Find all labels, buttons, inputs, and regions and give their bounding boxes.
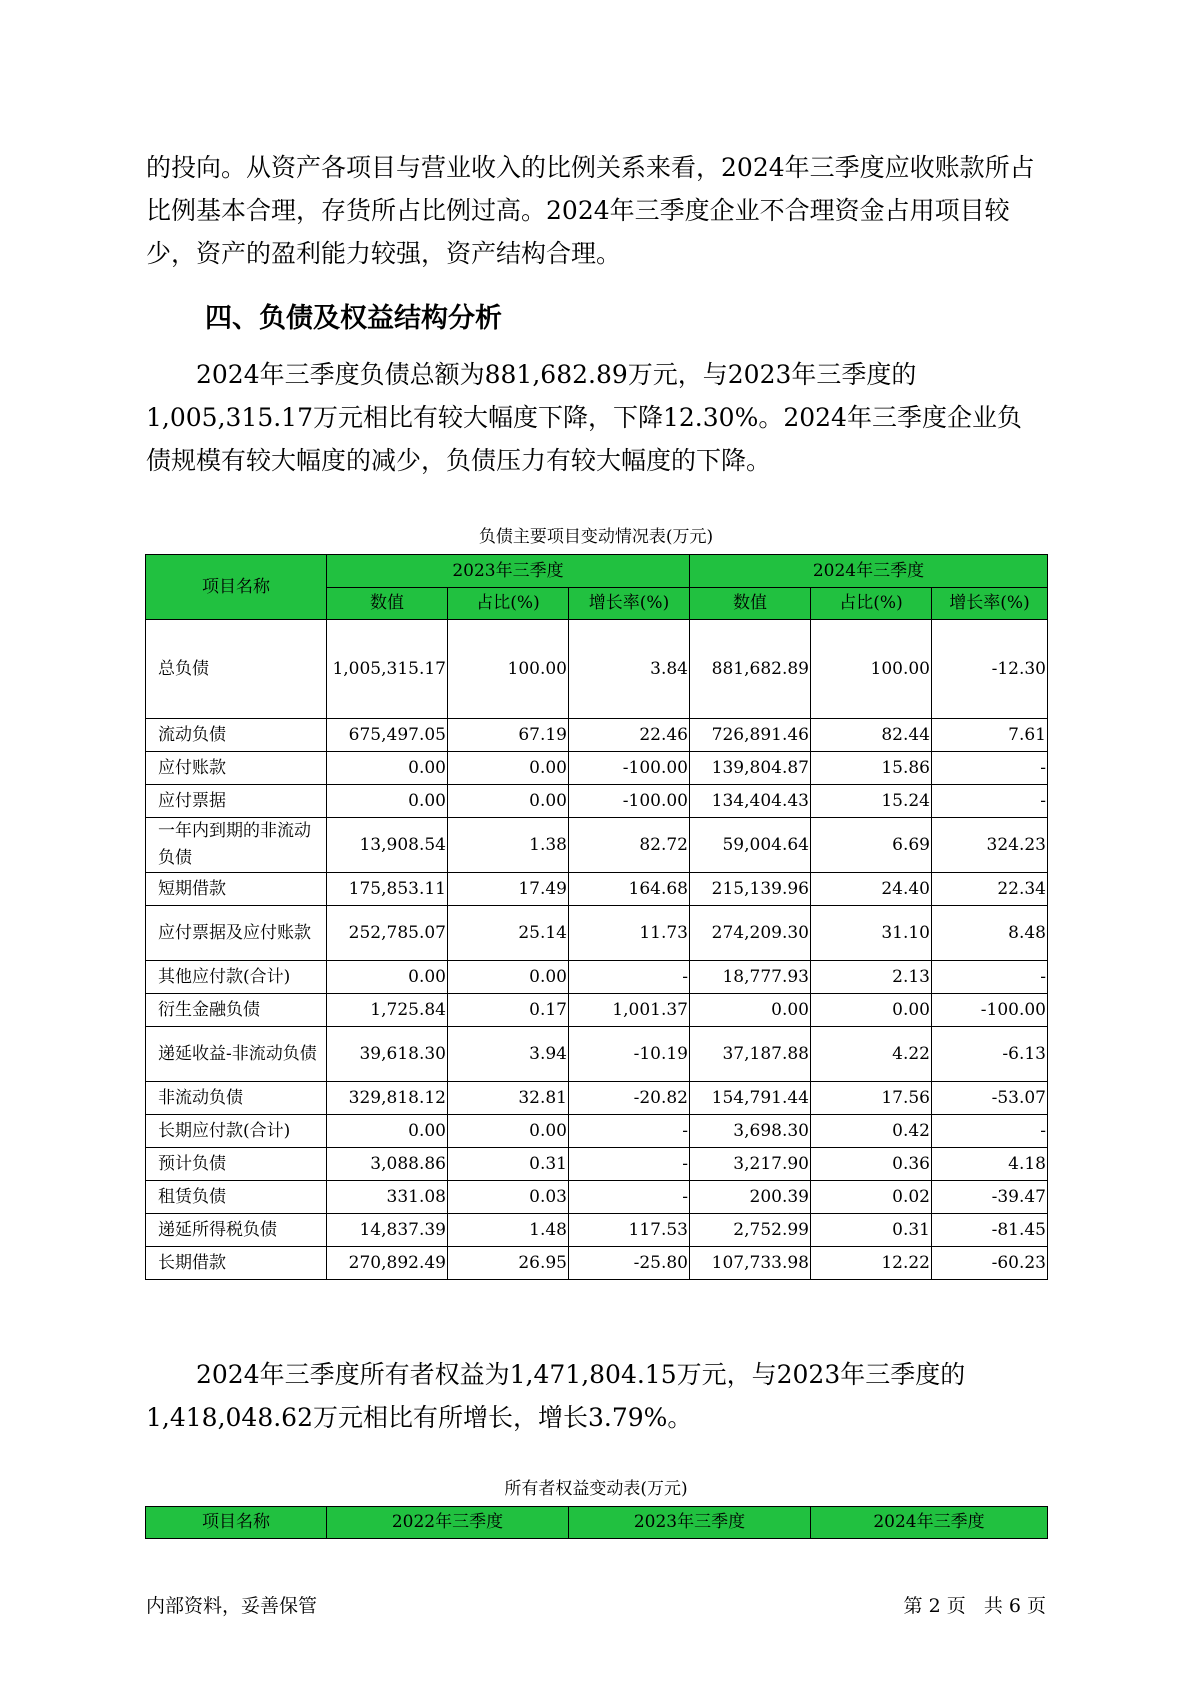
table-cell: - [932, 1115, 1048, 1148]
table-cell: 3,088.86 [327, 1148, 448, 1181]
table-row [146, 1181, 1048, 1214]
subheader-growth-2023: 增长率(%) [569, 588, 690, 620]
table-cell: 1,725.84 [327, 994, 448, 1027]
row-label: 其他应付款(合计) [146, 961, 327, 994]
table-cell: 100.00 [811, 620, 932, 719]
table-cell: 274,209.30 [690, 906, 811, 961]
table-cell: 4.18 [932, 1148, 1048, 1181]
subheader-growth-2024: 增长率(%) [932, 588, 1048, 620]
liability-summary-paragraph: 2024年三季度负债总额为881,682.89万元，与2023年三季度的1,005,315.17万元相比有较大幅度下降，下降12.30%。2024年三季度企业负债规模有较大幅度的减少，负债压力有较大幅度的下降。 [146, 360, 1022, 475]
table-cell: 252,785.07 [327, 906, 448, 961]
table-cell: 270,892.49 [327, 1247, 448, 1280]
table-cell: -12.30 [932, 620, 1048, 719]
equity-table [145, 1506, 1048, 1539]
table-cell: -100.00 [569, 785, 690, 818]
liability-table [145, 554, 1048, 1280]
table-cell: - [569, 961, 690, 994]
table-cell: 0.00 [327, 752, 448, 785]
table-cell: 37,187.88 [690, 1027, 811, 1082]
table-cell: 59,004.64 [690, 818, 811, 873]
table-cell: 134,404.43 [690, 785, 811, 818]
table-cell: 32.81 [448, 1082, 569, 1115]
intro-paragraph: 的投向。从资产各项目与营业收入的比例关系来看，2024年三季度应收账款所占比例基本合理，存货所占比例过高。2024年三季度企业不合理资金占用项目较少，资产的盈利能力较强，资产结构合理。 [146, 153, 1035, 268]
table-cell: 107,733.98 [690, 1247, 811, 1280]
table-cell: 0.00 [448, 961, 569, 994]
table-cell: 1,005,315.17 [327, 620, 448, 719]
table-cell: - [932, 785, 1048, 818]
table-row [146, 785, 1048, 818]
table-cell: 3.84 [569, 620, 690, 719]
table-cell: 1.38 [448, 818, 569, 873]
table-cell: 0.00 [327, 785, 448, 818]
table-row [146, 873, 1048, 906]
table-row [146, 1247, 1048, 1280]
row-label: 递延所得税负债 [146, 1214, 327, 1247]
table-cell: 0.00 [327, 961, 448, 994]
liability-table-caption: 负债主要项目变动情况表(万元) [478, 527, 714, 547]
row-label: 长期应付款(合计) [146, 1115, 327, 1148]
table-cell: 0.00 [811, 994, 932, 1027]
table-cell: 24.40 [811, 873, 932, 906]
table-cell: 17.56 [811, 1082, 932, 1115]
table-cell: 117.53 [569, 1214, 690, 1247]
row-label: 总负债 [146, 620, 327, 719]
table-cell: 726,891.46 [690, 719, 811, 752]
table-cell: 164.68 [569, 873, 690, 906]
table-cell: 6.69 [811, 818, 932, 873]
row-label: 应付账款 [146, 752, 327, 785]
table-cell: 3,698.30 [690, 1115, 811, 1148]
section-heading: 四、负债及权益结构分析 [205, 303, 502, 334]
table-cell: 31.10 [811, 906, 932, 961]
table-cell: -10.19 [569, 1027, 690, 1082]
table-cell: 26.95 [448, 1247, 569, 1280]
table-cell: -39.47 [932, 1181, 1048, 1214]
row-label: 租赁负债 [146, 1181, 327, 1214]
table-cell: 25.14 [448, 906, 569, 961]
table-cell: -6.13 [932, 1027, 1048, 1082]
row-label: 短期借款 [146, 873, 327, 906]
table-cell: 0.31 [811, 1214, 932, 1247]
equity-header-2022: 2022年三季度 [327, 1507, 569, 1539]
table-cell: 1,001.37 [569, 994, 690, 1027]
table-cell: - [569, 1115, 690, 1148]
row-label: 应付票据及应付账款 [146, 906, 327, 961]
table-cell: 15.24 [811, 785, 932, 818]
table-row [146, 1148, 1048, 1181]
table-cell: 4.22 [811, 1027, 932, 1082]
subheader-value-2024: 数值 [690, 588, 811, 620]
table-cell: 100.00 [448, 620, 569, 719]
table-cell: 82.44 [811, 719, 932, 752]
table-cell: 17.49 [448, 873, 569, 906]
table-cell: 0.42 [811, 1115, 932, 1148]
table-cell: - [932, 752, 1048, 785]
table-cell: 0.17 [448, 994, 569, 1027]
table-cell: 14,837.39 [327, 1214, 448, 1247]
subheader-value-2023: 数值 [327, 588, 448, 620]
row-label: 预计负债 [146, 1148, 327, 1181]
table-row [146, 1082, 1048, 1115]
liability-table-header-row [146, 555, 1048, 588]
table-row [146, 1115, 1048, 1148]
subheader-share-2024: 占比(%) [811, 588, 932, 620]
table-cell: 2,752.99 [690, 1214, 811, 1247]
table-cell: 675,497.05 [327, 719, 448, 752]
table-cell: 0.31 [448, 1148, 569, 1181]
row-label: 一年内到期的非流动负债 [146, 818, 327, 873]
row-label: 流动负债 [146, 719, 327, 752]
table-cell: -100.00 [569, 752, 690, 785]
table-cell: 0.00 [448, 785, 569, 818]
table-cell: 3.94 [448, 1027, 569, 1082]
table-cell: 8.48 [932, 906, 1048, 961]
table-row [146, 1214, 1048, 1247]
table-cell: 324.23 [932, 818, 1048, 873]
table-cell: - [569, 1148, 690, 1181]
row-label: 应付票据 [146, 785, 327, 818]
item-name-header: 项目名称 [146, 555, 327, 620]
table-row [146, 1027, 1048, 1082]
table-row [146, 994, 1048, 1027]
table-cell: 3,217.90 [690, 1148, 811, 1181]
table-cell: 0.03 [448, 1181, 569, 1214]
table-cell: 331.08 [327, 1181, 448, 1214]
table-cell: 67.19 [448, 719, 569, 752]
footer-page-number: 第 2 页 共 6 页 [903, 1595, 1046, 1617]
table-cell: 12.22 [811, 1247, 932, 1280]
table-cell: -25.80 [569, 1247, 690, 1280]
table-cell: 881,682.89 [690, 620, 811, 719]
table-cell: 39,618.30 [327, 1027, 448, 1082]
table-row [146, 906, 1048, 961]
table-cell: 22.46 [569, 719, 690, 752]
table-row [146, 961, 1048, 994]
equity-summary-paragraph: 2024年三季度所有者权益为1,471,804.15万元，与2023年三季度的1,418,048.62万元相比有所增长，增长3.79%。 [146, 1360, 966, 1432]
table-cell: -100.00 [932, 994, 1048, 1027]
equity-table-caption: 所有者权益变动表(万元) [504, 1479, 688, 1499]
table-cell: 0.02 [811, 1181, 932, 1214]
table-row [146, 818, 1048, 873]
equity-header-2023: 2023年三季度 [569, 1507, 811, 1539]
table-row [146, 752, 1048, 785]
table-cell: 13,908.54 [327, 818, 448, 873]
row-label: 递延收益-非流动负债 [146, 1027, 327, 1082]
table-cell: 15.86 [811, 752, 932, 785]
table-cell: 0.00 [448, 752, 569, 785]
table-cell: 0.36 [811, 1148, 932, 1181]
table-row [146, 620, 1048, 719]
subheader-share-2023: 占比(%) [448, 588, 569, 620]
row-label: 长期借款 [146, 1247, 327, 1280]
table-cell: -53.07 [932, 1082, 1048, 1115]
table-cell: -20.82 [569, 1082, 690, 1115]
table-cell: 22.34 [932, 873, 1048, 906]
table-cell: 0.00 [690, 994, 811, 1027]
table-cell: 154,791.44 [690, 1082, 811, 1115]
row-label: 非流动负债 [146, 1082, 327, 1115]
table-cell: 329,818.12 [327, 1082, 448, 1115]
table-cell: 18,777.93 [690, 961, 811, 994]
table-cell: 11.73 [569, 906, 690, 961]
table-cell: - [569, 1181, 690, 1214]
table-cell: - [932, 961, 1048, 994]
period-header-2024: 2024年三季度 [690, 555, 1048, 588]
period-header-2023: 2023年三季度 [327, 555, 690, 588]
table-cell: -81.45 [932, 1214, 1048, 1247]
liability-table-body [146, 620, 1048, 1280]
table-cell: -60.23 [932, 1247, 1048, 1280]
table-cell: 139,804.87 [690, 752, 811, 785]
table-cell: 2.13 [811, 961, 932, 994]
table-cell: 0.00 [327, 1115, 448, 1148]
footer-confidential-note: 内部资料，妥善保管 [146, 1595, 318, 1617]
table-cell: 200.39 [690, 1181, 811, 1214]
table-cell: 82.72 [569, 818, 690, 873]
table-cell: 0.00 [448, 1115, 569, 1148]
equity-header-2024: 2024年三季度 [811, 1507, 1048, 1539]
equity-header-item: 项目名称 [146, 1507, 327, 1539]
table-cell: 7.61 [932, 719, 1048, 752]
table-cell: 1.48 [448, 1214, 569, 1247]
table-cell: 175,853.11 [327, 873, 448, 906]
equity-table-header-row [146, 1507, 1048, 1539]
row-label: 衍生金融负债 [146, 994, 327, 1027]
table-row [146, 719, 1048, 752]
table-cell: 215,139.96 [690, 873, 811, 906]
